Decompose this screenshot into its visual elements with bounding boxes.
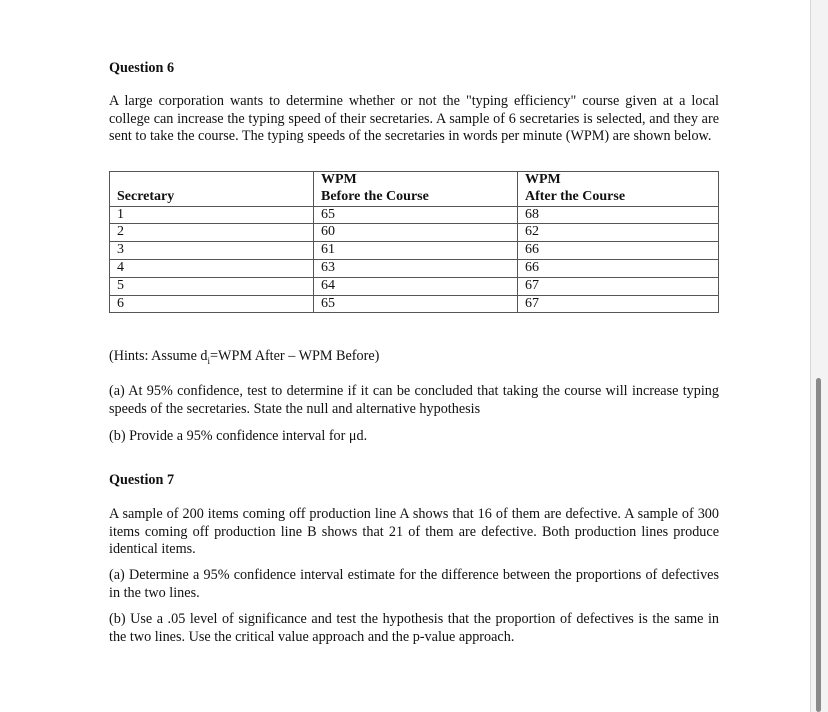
cell-before: 65 (314, 206, 518, 224)
cell-secretary: 2 (110, 224, 314, 242)
vertical-scrollbar[interactable] (816, 378, 821, 712)
cell-secretary: 5 (110, 277, 314, 295)
question-6-hint: (Hints: Assume $d_i=WPM$ After – WPM Before) (109, 348, 380, 366)
cell-before: 63 (314, 259, 518, 277)
cell-after: 66 (518, 259, 719, 277)
header-wpm-after: WPM After the Course (518, 172, 719, 207)
question-7-title: Question 7 (109, 472, 175, 488)
cell-after: 67 (518, 277, 719, 295)
cell-before: 60 (314, 224, 518, 242)
cell-before: 61 (314, 242, 518, 260)
header-secretary: Secretary (110, 172, 314, 207)
cell-secretary: 3 (110, 242, 314, 260)
question-6-intro: A large corporation wants to determine whether or not the "typing efficiency" course given at a local college can increase the typing speed of their secretaries. A sample of 6 secretaries is selected, and they are sent to take the course. The typing speeds of the secretaries in words per minute (WPM) are shown below. (109, 93, 719, 144)
table-row (110, 259, 719, 277)
question-6-part-a: (a) At 95% confidence, test to determine if it can be concluded that taking the course will increase typing speeds of the secretaries. State the null and alternative hypothesis (109, 383, 719, 417)
question-7-part-a: (a) Determine a 95% confidence interval estimate for the difference between the proportions of defectives in the two lines. (109, 567, 719, 601)
table-row (110, 277, 719, 295)
question-7-part-b: (b) Use a .05 level of significance and test the hypothesis that the proportion of defectives is the same in the two lines. Use the critical value approach and the p-value approach. (109, 611, 719, 645)
cell-after: 62 (518, 224, 719, 242)
table-header-row (110, 172, 719, 207)
wpm-table (109, 171, 719, 313)
cell-before: 65 (314, 295, 518, 313)
cell-before: 64 (314, 277, 518, 295)
header-wpm-before: WPM Before the Course (314, 172, 518, 207)
table-row (110, 242, 719, 260)
table-row (110, 295, 719, 313)
table-row (110, 206, 719, 224)
cell-secretary: 6 (110, 295, 314, 313)
cell-secretary: 1 (110, 206, 314, 224)
cell-after: 67 (518, 295, 719, 313)
cell-after: 68 (518, 206, 719, 224)
cell-secretary: 4 (110, 259, 314, 277)
table-row (110, 224, 719, 242)
cell-after: 66 (518, 242, 719, 260)
question-7-intro: A sample of 200 items coming off production line A shows that 16 of them are defective. A sample of 300 items coming off production line B shows that 21 of them are defective. Both production lines produce identical items. (109, 506, 719, 557)
question-6-title: Question 6 (109, 60, 175, 76)
question-6-part-b: (b) Provide a 95% confidence interval for μd. (109, 428, 368, 444)
